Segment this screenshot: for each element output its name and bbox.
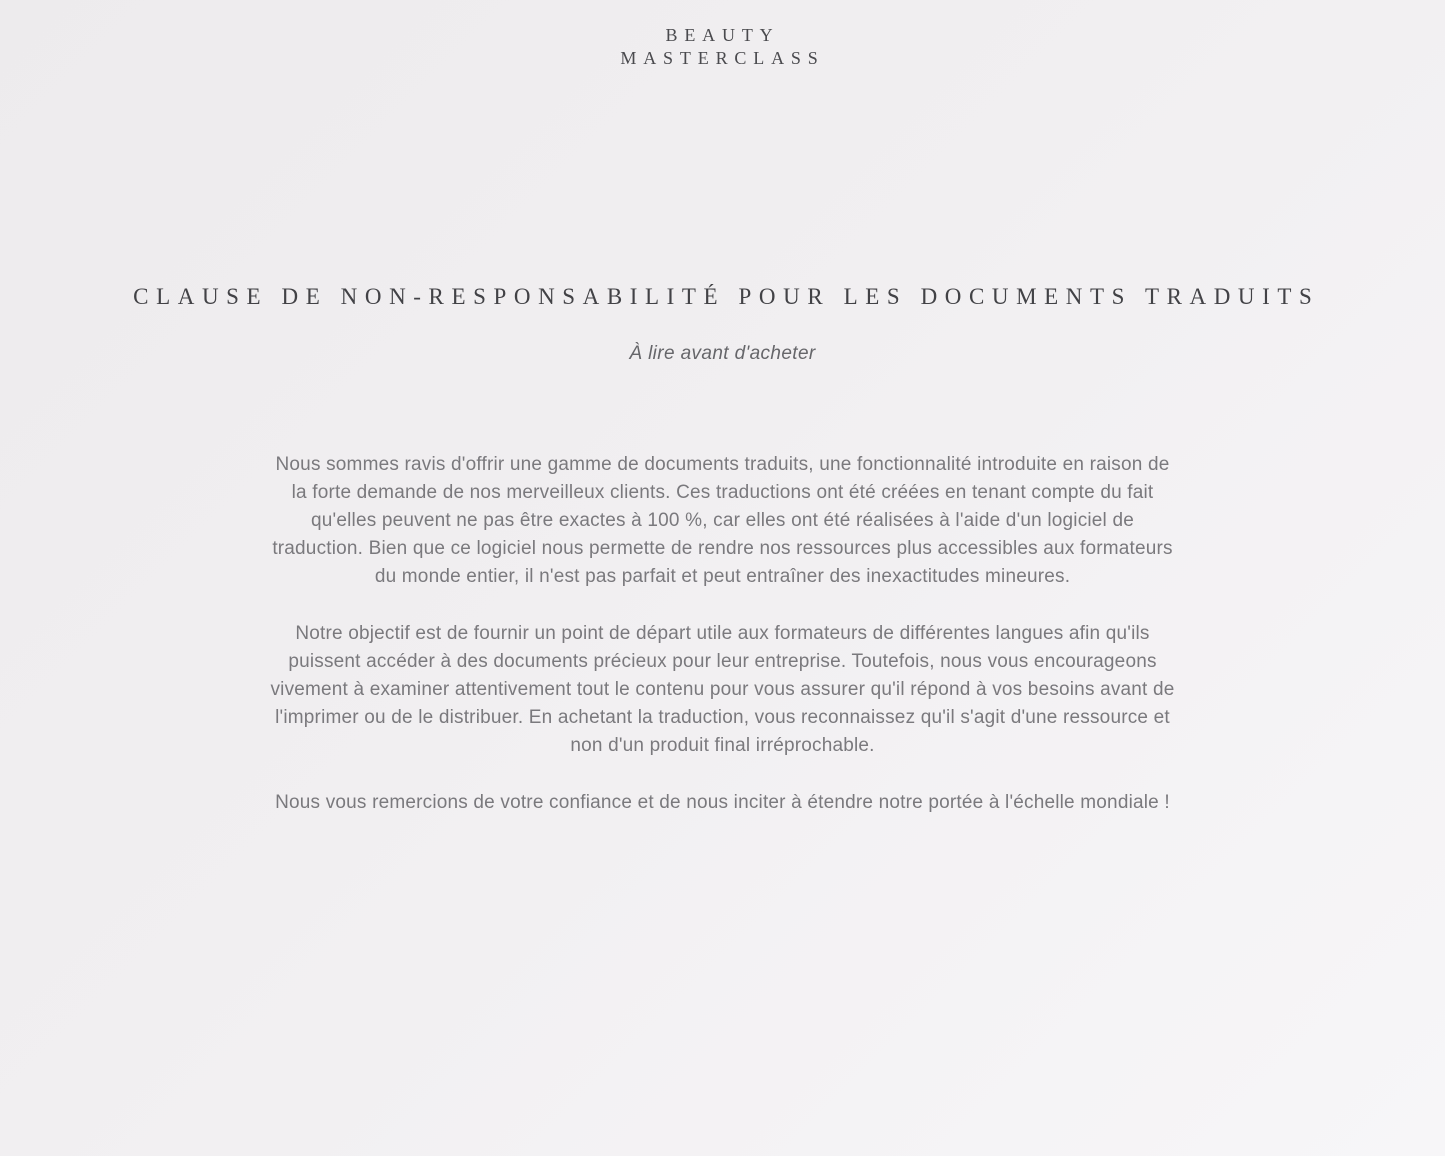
paragraph-intro: Nous sommes ravis d'offrir une gamme de documents traduits, une fonctionnalité introduite en raison de la forte demande de nos merveilleux clients. Ces traductions ont été créées en tenant compte du fait qu'elles peuvent ne pas être exactes à 100 %, car elles ont été réalisées à l'aide d'un logiciel de traduction. Bien que ce logiciel nous permette de rendre nos ressources plus accessibles aux formateurs du monde entier, il n'est pas parfait et peut entraîner des inexactitudes mineures. [272,454,1173,587]
brand-logo [0,24,1445,70]
brand-line-masterclass: MASTERCLASS [620,48,825,68]
brand-line-beauty: BEAUTY [665,25,780,45]
page-subtitle: À lire avant d'acheter [629,343,816,364]
paragraph-thanks: Nous vous remercions de votre confiance et de nous inciter à étendre notre portée à l'échelle mondiale ! [275,792,1170,813]
page-title: CLAUSE DE NON-RESPONSABILITÉ POUR LES DOCUMENTS TRADUITS [133,284,1320,309]
paragraph-objective: Notre objectif est de fournir un point de départ utile aux formateurs de différentes langues afin qu'ils puissent accéder à des documents précieux pour leur entreprise. Toutefois, nous vous encourageons vivement à examiner attentivement tout le contenu pour vous assurer qu'il répond à vos besoins avant de l'imprimer ou de le distribuer. En achetant la traduction, vous reconnaissez qu'il s'agit d'une ressource et non d'un produit final irréprochable. [270,623,1175,756]
body-text [270,451,1176,817]
